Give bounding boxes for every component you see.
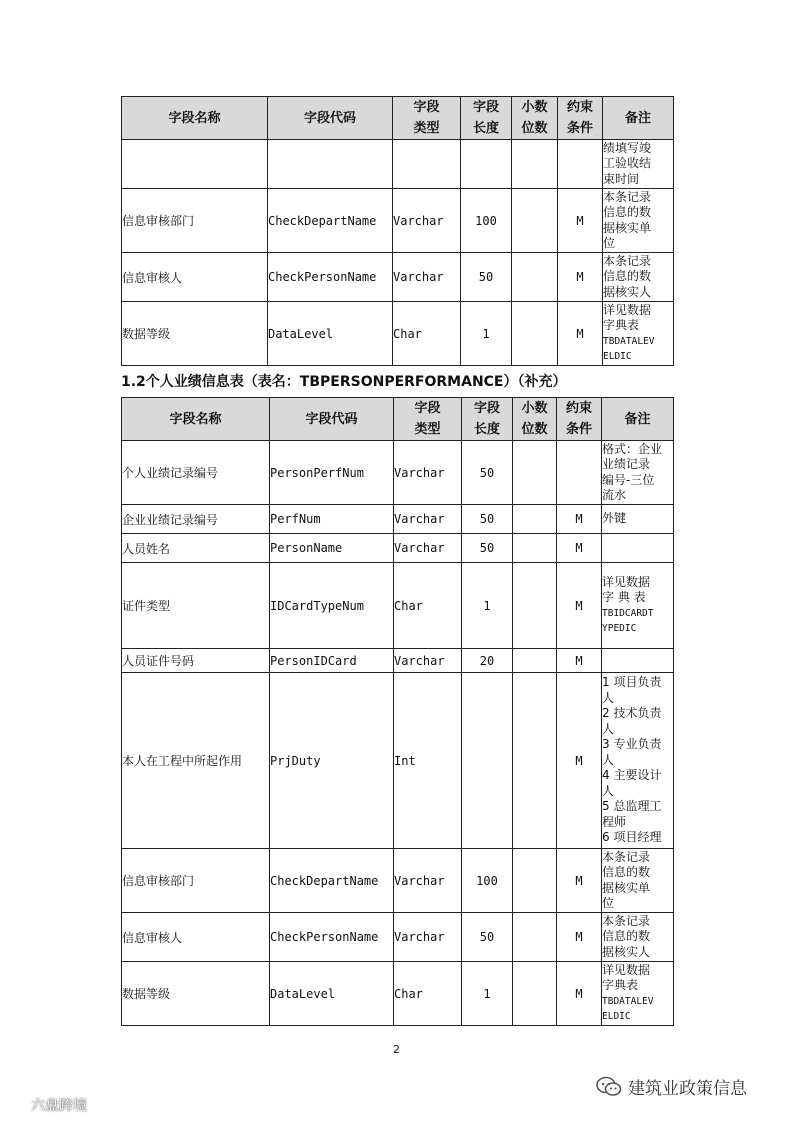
decimal-places-cell	[512, 253, 558, 302]
field-table-continued	[121, 96, 674, 366]
decimal-places-cell	[513, 441, 557, 505]
remark-line: 人	[602, 721, 615, 736]
field-type-cell: Char	[393, 302, 461, 366]
constraint-cell: M	[557, 962, 602, 1026]
remark-line: YPEDIC	[602, 623, 637, 634]
remark-cell	[602, 441, 674, 505]
remark-line: 字 典 表	[602, 590, 646, 604]
remark-line: 3 专业负责	[602, 737, 662, 752]
decimal-places-cell	[513, 849, 557, 913]
table-row	[122, 140, 674, 189]
field-type-cell: Varchar	[394, 534, 462, 563]
remark-cell	[602, 673, 674, 849]
table-row	[122, 505, 674, 534]
field-code-cell: DataLevel	[270, 962, 394, 1026]
remark-cell	[603, 302, 674, 366]
field-name-cell: 信息审核人	[122, 913, 270, 962]
header-field-type: 字段类型	[394, 398, 462, 441]
remark-line: 信息的数	[603, 205, 652, 219]
table-row	[122, 253, 674, 302]
field-code-cell: PrjDuty	[270, 673, 394, 849]
header-field-code: 字段代码	[270, 398, 394, 441]
remark-cell	[602, 913, 674, 962]
remark-cell	[603, 253, 674, 302]
remark-line: 位	[602, 896, 615, 910]
decimal-places-cell	[513, 534, 557, 563]
remark-line: 据核实单	[602, 880, 651, 895]
field-code-cell: CheckPersonName	[268, 253, 393, 302]
remark-line: 信息的数	[603, 269, 652, 284]
remark-cell	[603, 140, 674, 189]
remark-cell	[602, 849, 674, 913]
field-name-cell: 信息审核部门	[122, 189, 268, 253]
remark-line: 信息的数	[602, 865, 651, 879]
constraint-cell: M	[558, 302, 603, 366]
remark-line: 1 项目负责	[602, 675, 662, 690]
decimal-places-cell	[513, 505, 557, 534]
table-row	[122, 849, 674, 913]
field-name-cell: 信息审核人	[122, 253, 268, 302]
field-type-cell: Varchar	[393, 189, 461, 253]
watermark-left-text: 六盘跨境	[31, 1098, 87, 1114]
person-performance-table	[121, 397, 674, 1026]
field-type-cell: Varchar	[394, 913, 462, 962]
header-decimal-places: 小数位数	[512, 97, 558, 140]
remark-line: 6 项目经理	[602, 830, 662, 845]
remark-line: 详见数据	[602, 574, 651, 589]
table-row	[122, 189, 674, 253]
field-code-cell: PersonName	[270, 534, 394, 563]
decimal-places-cell	[513, 649, 557, 673]
constraint-cell: M	[557, 534, 602, 563]
field-length-cell	[461, 140, 512, 189]
header-field-length: 字段长度	[462, 398, 513, 441]
remark-line: 位	[603, 236, 616, 250]
field-name-cell: 本人在工程中所起作用	[122, 673, 270, 849]
remark-line: 详见数据	[602, 962, 651, 977]
field-length-cell: 1	[462, 563, 513, 649]
watermark-right-text: 建筑业政策信息	[628, 1079, 747, 1099]
field-code-cell	[268, 140, 393, 189]
field-name-cell: 数据等级	[122, 302, 268, 366]
field-type-cell: Varchar	[394, 441, 462, 505]
field-type-cell: Varchar	[394, 849, 462, 913]
remark-line: 格式：企业	[602, 441, 663, 456]
remark-line: 本条记录	[603, 253, 652, 268]
decimal-places-cell	[513, 913, 557, 962]
field-type-cell: Varchar	[394, 505, 462, 534]
field-name-cell: 个人业绩记录编号	[122, 441, 270, 505]
remark-line: 据核实单	[603, 220, 652, 235]
field-code-cell: PersonPerfNum	[270, 441, 394, 505]
constraint-cell: M	[557, 649, 602, 673]
remark-line: 业绩记录	[602, 457, 651, 471]
remark-cell	[603, 189, 674, 253]
weibo-watermark	[6, 1095, 87, 1115]
table-row	[122, 441, 674, 505]
remark-line: TBDATALEV	[603, 335, 655, 347]
header-decimal-places: 小数位数	[513, 398, 557, 441]
field-code-cell: PersonIDCard	[270, 649, 394, 673]
field-type-cell: Int	[394, 673, 462, 849]
remark-line: ELDIC	[603, 351, 632, 362]
remark-line: 外键	[602, 511, 627, 526]
remark-line: 本条记录	[603, 189, 652, 204]
constraint-cell	[558, 140, 603, 189]
header-field-name: 字段名称	[122, 398, 270, 441]
remark-line: 2 技术负责	[602, 706, 662, 721]
remark-cell	[602, 962, 674, 1026]
remark-line: 工验收结	[603, 156, 652, 171]
decimal-places-cell	[513, 962, 557, 1026]
table-row	[122, 534, 674, 563]
remark-line: 编号-三位	[602, 472, 655, 487]
field-length-cell: 50	[462, 534, 513, 563]
field-length-cell: 50	[462, 441, 513, 505]
constraint-cell: M	[557, 849, 602, 913]
constraint-cell: M	[557, 563, 602, 649]
remark-line: TBIDCARDT	[602, 607, 654, 619]
constraint-cell	[557, 441, 602, 505]
table-row	[122, 962, 674, 1026]
remark-line: 程师	[602, 814, 627, 829]
decimal-places-cell	[513, 673, 557, 849]
field-code-cell: PerfNum	[270, 505, 394, 534]
remark-line: 据核实人	[603, 284, 652, 299]
table-row	[122, 302, 674, 366]
remark-line: 4 主要设计	[602, 768, 662, 783]
table-header-row	[122, 97, 674, 140]
remark-line: 人	[602, 783, 615, 798]
field-length-cell: 1	[461, 302, 512, 366]
field-name-cell: 信息审核部门	[122, 849, 270, 913]
field-code-cell: CheckDepartName	[268, 189, 393, 253]
remark-cell	[602, 563, 674, 649]
wechat-icon	[596, 1076, 622, 1098]
remark-cell	[602, 534, 674, 563]
field-length-cell	[462, 673, 513, 849]
header-field-length: 字段长度	[461, 97, 512, 140]
field-name-cell: 人员证件号码	[122, 649, 270, 673]
constraint-cell: M	[557, 913, 602, 962]
remark-line: 据核实人	[602, 944, 651, 959]
field-name-cell: 人员姓名	[122, 534, 270, 563]
remark-line: 流水	[602, 488, 627, 502]
header-field-type: 字段类型	[393, 97, 461, 140]
field-length-cell: 50	[461, 253, 512, 302]
field-code-cell: CheckPersonName	[270, 913, 394, 962]
remark-line: 人	[602, 690, 615, 705]
field-length-cell: 100	[461, 189, 512, 253]
remark-line: TBDATALEV	[602, 995, 654, 1007]
table-row	[122, 913, 674, 962]
constraint-cell: M	[557, 673, 602, 849]
decimal-places-cell	[512, 140, 558, 189]
section-heading: 1.2个人业绩信息表（表名：TBPERSONPERFORMANCE）（补充）	[121, 374, 567, 390]
remark-line: 详见数据	[603, 302, 652, 317]
weibo-icon	[6, 1096, 28, 1114]
remark-line: 束时间	[603, 171, 640, 186]
header-remark: 备注	[602, 398, 674, 441]
header-remark: 备注	[603, 97, 674, 140]
field-name-cell: 企业业绩记录编号	[122, 505, 270, 534]
remark-line: 本条记录	[602, 913, 651, 928]
field-name-cell	[122, 140, 268, 189]
wechat-watermark	[596, 1074, 747, 1099]
field-code-cell: IDCardTypeNum	[270, 563, 394, 649]
remark-cell	[602, 649, 674, 673]
remark-cell	[602, 505, 674, 534]
field-code-cell: DataLevel	[268, 302, 393, 366]
field-length-cell: 20	[462, 649, 513, 673]
constraint-cell: M	[558, 253, 603, 302]
table-header-row	[122, 398, 674, 441]
field-type-cell	[393, 140, 461, 189]
remark-line: 字典表	[602, 978, 639, 992]
field-length-cell: 50	[462, 913, 513, 962]
field-length-cell: 1	[462, 962, 513, 1026]
constraint-cell: M	[557, 505, 602, 534]
field-code-cell: CheckDepartName	[270, 849, 394, 913]
field-length-cell: 100	[462, 849, 513, 913]
remark-line: 人	[602, 752, 615, 767]
field-length-cell: 50	[462, 505, 513, 534]
field-type-cell: Char	[394, 563, 462, 649]
decimal-places-cell	[513, 563, 557, 649]
decimal-places-cell	[512, 189, 558, 253]
header-constraint: 约束条件	[557, 398, 602, 441]
field-type-cell: Char	[394, 962, 462, 1026]
header-constraint: 约束条件	[558, 97, 603, 140]
field-type-cell: Varchar	[393, 253, 461, 302]
remark-line: 本条记录	[602, 849, 651, 864]
field-name-cell: 证件类型	[122, 563, 270, 649]
field-type-cell: Varchar	[394, 649, 462, 673]
remark-line: 绩填写竣	[603, 140, 652, 155]
table1-body	[122, 140, 674, 366]
header-field-code: 字段代码	[268, 97, 393, 140]
table-row	[122, 673, 674, 849]
header-field-name: 字段名称	[122, 97, 268, 140]
table-row	[122, 563, 674, 649]
field-name-cell: 数据等级	[122, 962, 270, 1026]
decimal-places-cell	[512, 302, 558, 366]
table-row	[122, 649, 674, 673]
remark-line: 字典表	[603, 318, 640, 332]
remark-line: 5 总监理工	[602, 799, 662, 814]
remark-line: ELDIC	[602, 1011, 631, 1022]
remark-line: 信息的数	[602, 929, 651, 944]
page-number: 2	[393, 1043, 400, 1056]
constraint-cell: M	[558, 189, 603, 253]
table2-body	[122, 441, 674, 1026]
